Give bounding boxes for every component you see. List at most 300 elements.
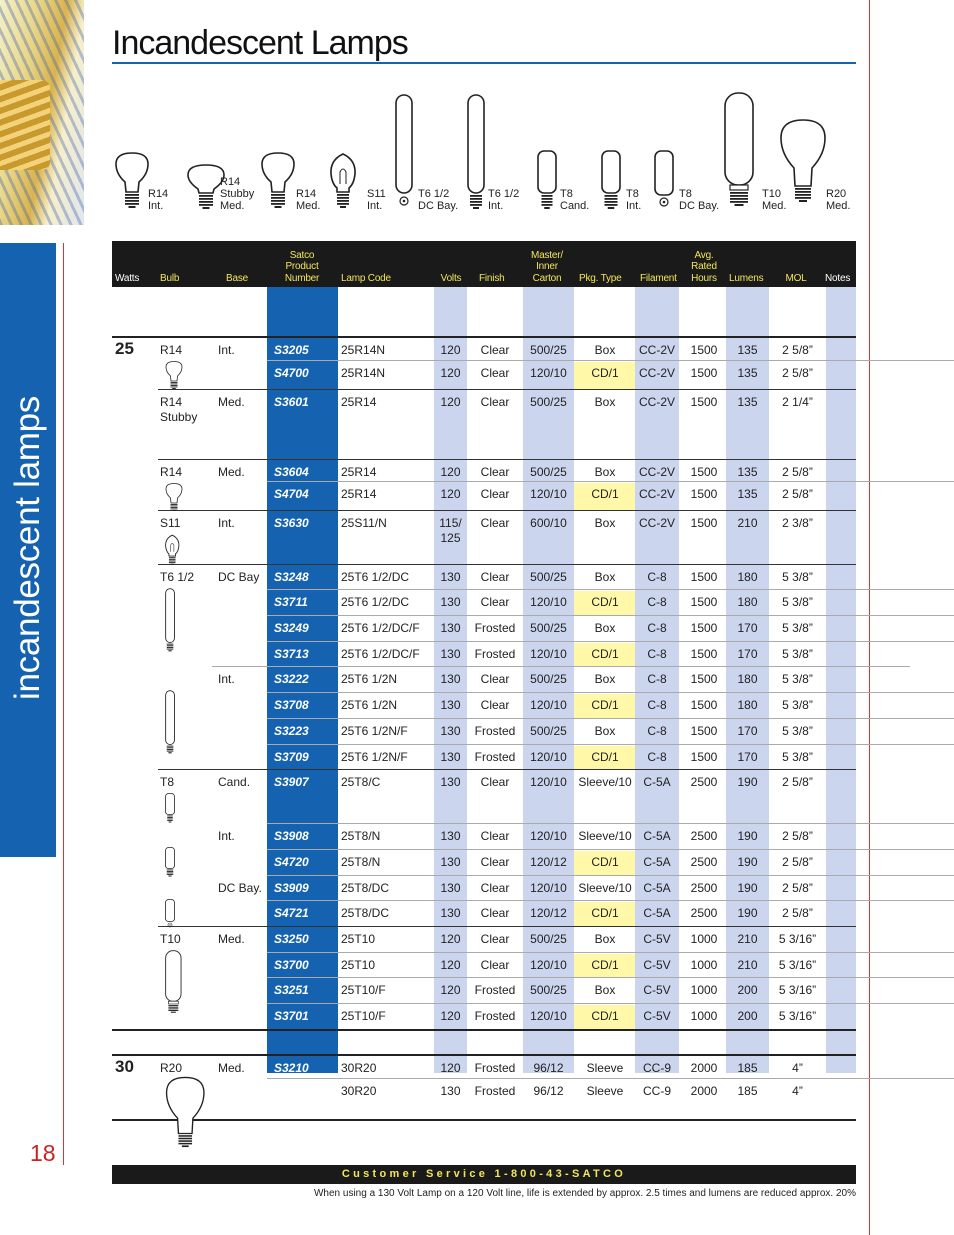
bulb-label-line: T8 — [679, 188, 692, 200]
cell-fil: CC-2V — [638, 516, 675, 530]
cell-bulb: T8 — [160, 775, 175, 789]
s11-bulb-icon — [164, 533, 181, 572]
row-rule — [267, 1078, 954, 1079]
group-rule — [112, 336, 856, 338]
cell-mol: 2 5/8” — [782, 881, 813, 895]
bulb-diagram-label — [220, 176, 254, 212]
header-text: Rated — [691, 261, 717, 272]
cell-mol: 5 3/8” — [782, 724, 813, 738]
bulb-label-line: T10 — [762, 188, 781, 200]
cell-hours: 1500 — [690, 395, 718, 409]
cell-finish: Clear — [480, 516, 510, 530]
header-finish — [479, 273, 504, 285]
cell-bulb: R14 — [160, 395, 183, 409]
cell-mol: 2 5/8” — [782, 906, 813, 920]
bulb-label-line: R14 — [148, 188, 169, 200]
cell-carton: 96/12 — [533, 1084, 564, 1098]
cell-mol: 5 3/8” — [782, 672, 813, 686]
cell-fil: CC-9 — [642, 1084, 671, 1098]
cell-finish: Frosted — [474, 647, 516, 661]
cell-code: 25S11/N — [341, 516, 387, 530]
cell-carton: 120/10 — [530, 595, 567, 609]
header-code — [341, 273, 391, 285]
cell-pkg: CD/1 — [591, 487, 619, 501]
row-rule — [267, 1003, 954, 1004]
cell-carton: 120/10 — [530, 958, 567, 972]
cell-fil: C-8 — [647, 724, 667, 738]
bulb-label-line: Med. — [826, 200, 851, 212]
cell-lumens: 135 — [737, 465, 758, 479]
cell-volts: 120 — [440, 932, 461, 946]
cell-mol: 2 1/4” — [782, 395, 813, 409]
bulb-diagram-label — [626, 188, 641, 212]
row-rule — [267, 744, 954, 745]
bulb-label-line: Med. — [220, 200, 245, 212]
cell-code: 25T10/F — [341, 983, 386, 997]
cell-bulb: T6 1/2 — [160, 570, 195, 584]
bulb-diagram-label — [418, 188, 458, 212]
cell-hours: 1500 — [690, 750, 718, 764]
cell-sku: S4720 — [274, 855, 309, 869]
header-bulb — [160, 273, 179, 285]
header-text: Watts — [115, 272, 140, 284]
cell-finish: Frosted — [474, 1009, 516, 1023]
bulb-diagram-label — [148, 188, 168, 212]
cell-lumens: 180 — [737, 698, 758, 712]
cell-fil: C-5A — [643, 906, 671, 920]
header-volts — [436, 273, 466, 285]
header-base — [226, 273, 248, 285]
header-hrs — [686, 250, 722, 285]
t10-bulb-icon — [164, 949, 183, 1021]
row-rule — [212, 666, 910, 667]
cell-code: 25R14N — [341, 343, 386, 357]
cell-finish: Clear — [480, 775, 510, 789]
cell-volts: 120 — [440, 983, 461, 997]
cell-pkg: Box — [594, 932, 616, 946]
header-text: Pkg. Type — [579, 272, 622, 284]
bulb-diagram-t6 — [465, 92, 540, 216]
footnote: When using a 130 Volt Lamp on a 120 Volt line, life is extended by approx. 2.5 times and lumens are reduced approx. 20% — [313, 1188, 856, 1199]
cell-sku: S3251 — [274, 983, 309, 997]
cell-finish: Clear — [480, 343, 510, 357]
cell-code: 25T10/F — [341, 1009, 386, 1023]
header-text: Finish — [479, 272, 505, 284]
cell-finish: Frosted — [474, 621, 516, 635]
header-text: Notes — [825, 272, 851, 284]
cell-hours: 1500 — [690, 487, 718, 501]
cell-mol: 5 3/8” — [782, 647, 813, 661]
cell-fil: CC-2V — [638, 395, 675, 409]
cell-hours: 1500 — [690, 672, 718, 686]
cell-hours: 2500 — [690, 829, 718, 843]
cell-bulb: R14 — [160, 465, 183, 479]
cell-carton: 120/10 — [530, 881, 567, 895]
bulb-label-line: R14 — [220, 176, 241, 188]
cell-mol: 5 3/8” — [782, 570, 813, 584]
bulb-label-line: S11 — [367, 188, 386, 200]
cell-finish: Frosted — [474, 983, 516, 997]
bulb-label-line: Med. — [762, 200, 787, 212]
header-sku — [267, 250, 337, 285]
cell-fil: C-8 — [647, 647, 667, 661]
cell-volts: 120 — [440, 1009, 461, 1023]
cell-hours: 2000 — [690, 1084, 718, 1098]
cell-code: 25R14 — [341, 465, 377, 479]
customer-service-bar: Customer Service 1-800-43-SATCO — [112, 1165, 856, 1184]
row-rule — [267, 900, 954, 901]
cell-sku: S3205 — [274, 343, 309, 357]
cell-fil: C-8 — [647, 621, 667, 635]
cell-sku: S3630 — [274, 516, 309, 530]
cell-pkg: CD/1 — [591, 698, 619, 712]
cell-sku: S3709 — [274, 750, 309, 764]
cell-fil: C-5V — [643, 958, 671, 972]
cell-sku: S4700 — [274, 366, 309, 380]
cell-code: 25T6 1/2/DC — [341, 595, 410, 609]
cell-finish: Clear — [480, 595, 510, 609]
cell-volts: 120 — [440, 1061, 461, 1075]
bulb-label-line: R20 — [826, 188, 847, 200]
cell-fil: C-5V — [643, 983, 671, 997]
cell-fil: C-8 — [647, 750, 667, 764]
cell-pkg: Box — [594, 672, 616, 686]
group-rule — [112, 1029, 856, 1031]
cell-fil: C-5A — [643, 775, 671, 789]
cell-volts: 130 — [440, 775, 461, 789]
header-text: Satco — [289, 249, 315, 261]
cell-volts: 120 — [440, 343, 461, 357]
cell-hours: 2500 — [690, 855, 718, 869]
row-rule — [158, 564, 856, 565]
bulb-label-line: Int. — [367, 200, 383, 212]
cell-finish: Frosted — [474, 1061, 516, 1075]
bulb-label-line: T8 — [560, 188, 573, 200]
cell-carton: 500/25 — [530, 983, 567, 997]
cell-volts: 130 — [440, 881, 461, 895]
row-rule — [267, 849, 954, 850]
cell-carton: 120/10 — [530, 750, 567, 764]
row-rule — [267, 641, 954, 642]
header-text: Product — [285, 261, 319, 272]
cell-carton: 120/10 — [530, 829, 567, 843]
cell-pkg: CD/1 — [591, 366, 619, 380]
cell-hours: 1500 — [690, 516, 718, 530]
t8dc-bulb-icon — [164, 898, 176, 935]
cell-code: 25T6 1/2N/F — [341, 724, 408, 738]
cell-volts: 130 — [440, 855, 461, 869]
bulb-label-line: T6 1/2 — [418, 188, 450, 200]
cell-base: Med. — [218, 395, 245, 409]
cell-carton: 500/25 — [530, 343, 567, 357]
cell-finish: Clear — [480, 698, 510, 712]
cell-hours: 1500 — [690, 698, 718, 712]
cell-pkg: Box — [594, 570, 616, 584]
cell-pkg: CD/1 — [591, 855, 619, 869]
cell-watts: 25 — [115, 339, 134, 358]
row-rule — [267, 589, 954, 590]
header-text: Base — [226, 272, 248, 284]
cell-bulb: R14 — [160, 343, 183, 357]
cell-volts: 130 — [440, 595, 461, 609]
cell-sku: S3907 — [274, 775, 309, 789]
cell-lumens: 185 — [737, 1061, 758, 1075]
cell-sku: S2810 — [274, 1084, 309, 1098]
bulb-label-line: DC Bay. — [679, 200, 720, 212]
cell-volts: 130 — [440, 698, 461, 712]
cell-fil: C-5V — [643, 932, 671, 946]
row-rule — [158, 459, 856, 460]
header-text: Bulb — [160, 272, 180, 284]
left-margin-rule — [63, 243, 64, 1165]
bulb-diagram-t8dc — [652, 92, 731, 216]
cell-base: Int. — [218, 829, 235, 843]
cell-pkg: CD/1 — [591, 750, 619, 764]
header-watts — [115, 273, 139, 285]
cell-sku: S3909 — [274, 881, 309, 895]
cell-volts: 130 — [440, 724, 461, 738]
cell-carton: 500/25 — [530, 621, 567, 635]
bulb-label-line: Med. — [296, 200, 321, 212]
bulb-label-line: Cand. — [560, 200, 590, 212]
cell-sku: S3601 — [274, 395, 309, 409]
notes-column-band — [826, 287, 856, 1073]
cell-pkg: Sleeve/10 — [578, 829, 632, 843]
header-pkg — [579, 273, 622, 285]
t8-bulb-icon — [164, 846, 176, 883]
cell-carton: 120/10 — [530, 1009, 567, 1023]
cell-hours: 1000 — [690, 1009, 718, 1023]
cell-hours: 1000 — [690, 983, 718, 997]
cell-finish: Clear — [480, 958, 510, 972]
bulb-label-line: R14 — [296, 188, 317, 200]
cell-volts: 130 — [440, 621, 461, 635]
cell-volts: 130 — [440, 647, 461, 661]
group-rule — [112, 1054, 856, 1056]
bulb-diagram-label — [367, 188, 386, 212]
cell-hours: 2000 — [690, 1061, 718, 1075]
cell-code: 25T10 — [341, 932, 376, 946]
header-text: Volts — [440, 272, 462, 284]
cell-code: 25T6 1/2/DC/F — [341, 647, 420, 661]
cell-hours: 2500 — [690, 775, 718, 789]
cell-finish: Frosted — [474, 724, 516, 738]
cell-code: 25T8/N — [341, 855, 381, 869]
bulb-diagram-label — [296, 188, 320, 212]
row-rule — [267, 692, 954, 693]
cell-base: Int. — [218, 343, 235, 357]
row-rule — [267, 823, 954, 824]
cell-mol: 5 3/16” — [778, 958, 817, 972]
cell-carton: 500/25 — [530, 932, 567, 946]
cell-carton: 600/10 — [530, 516, 567, 530]
page-title: Incandescent Lamps — [112, 24, 408, 62]
bulb-diagram-r20 — [778, 92, 878, 216]
cell-finish: Clear — [480, 881, 510, 895]
cell-pkg: Box — [594, 621, 616, 635]
header-text: Lamp Code — [341, 272, 391, 284]
cell-hours: 1000 — [690, 932, 718, 946]
cell-fil: CC-2V — [638, 343, 675, 357]
cell-sku: S3711 — [274, 595, 308, 609]
cell-volts: 120 — [440, 487, 461, 501]
cell-code: 25T6 1/2N — [341, 672, 398, 686]
cell-sku: S4721 — [274, 906, 309, 920]
cell-fil: C-8 — [647, 595, 667, 609]
row-rule — [267, 977, 954, 978]
cell-base: DC Bay. — [218, 881, 262, 895]
row-rule — [267, 952, 954, 953]
cell-mol: 4” — [792, 1061, 803, 1075]
cell-lumens: 200 — [737, 1009, 758, 1023]
cell-pkg: CD/1 — [591, 1009, 619, 1023]
cell-lumens: 180 — [737, 570, 758, 584]
cell-lumens: 190 — [737, 906, 758, 920]
cell-sku: S3210 — [274, 1061, 309, 1075]
bulb-diagram-label — [488, 188, 519, 212]
cell-carton: 120/10 — [530, 698, 567, 712]
cell-sku: S3713 — [274, 647, 309, 661]
cell-pkg: Box — [594, 395, 616, 409]
cell-mol: 2 3/8” — [782, 516, 813, 530]
row-rule — [158, 769, 856, 770]
cell-hours: 2500 — [690, 906, 718, 920]
bulb-diagram-label — [679, 188, 719, 212]
cell-carton: 500/25 — [530, 465, 567, 479]
bulb-label-line: DC Bay. — [418, 200, 459, 212]
page-number: 18 — [30, 1140, 56, 1166]
row-rule — [267, 718, 954, 719]
cell-lumens: 170 — [737, 647, 758, 661]
cell-lumens: 170 — [737, 621, 758, 635]
cell-fil: CC-2V — [638, 366, 675, 380]
cell-volts2: 125 — [440, 531, 461, 545]
cell-code: 25R14 — [341, 395, 377, 409]
cell-carton: 120/10 — [530, 487, 567, 501]
cell-code: 30R20 — [341, 1084, 377, 1098]
cell-mol: 5 3/8” — [782, 595, 813, 609]
cell-lumens: 180 — [737, 595, 758, 609]
cell-fil: C-8 — [647, 672, 667, 686]
cell-hours: 2500 — [690, 881, 718, 895]
cell-pkg: Sleeve — [586, 1084, 624, 1098]
cell-hours: 1500 — [690, 621, 718, 635]
row-rule — [267, 615, 954, 616]
cell-code: 25R14N — [341, 366, 386, 380]
header-notes — [825, 273, 850, 285]
cell-finish: Clear — [480, 570, 510, 584]
product-table — [112, 241, 856, 1098]
cell-lumens: 180 — [737, 672, 758, 686]
row-rule — [267, 360, 954, 361]
cell-carton: 500/25 — [530, 724, 567, 738]
cell-code: 25T8/C — [341, 775, 381, 789]
cell-hours: 1500 — [690, 343, 718, 357]
cell-fil: C-5A — [643, 855, 671, 869]
cell-bulb2: Stubby — [160, 410, 198, 424]
table-body — [112, 287, 856, 1098]
cell-mol: 2 5/8” — [782, 775, 813, 789]
cell-pkg: Box — [594, 516, 616, 530]
cell-lumens: 135 — [737, 395, 758, 409]
cell-mol: 2 5/8” — [782, 465, 813, 479]
cell-lumens: 190 — [737, 881, 758, 895]
cell-sku: S3908 — [274, 829, 309, 843]
r14-bulb-icon — [164, 360, 184, 396]
cell-code: 25T8/N — [341, 829, 381, 843]
lamp-photo — [0, 0, 84, 225]
cell-finish: Clear — [480, 672, 510, 686]
cell-lumens: 210 — [737, 958, 758, 972]
cell-volts: 130 — [440, 750, 461, 764]
bulb-diagram-label — [826, 188, 850, 212]
cell-lumens: 135 — [737, 366, 758, 380]
cell-mol: 2 5/8” — [782, 343, 813, 357]
cell-sku: S3249 — [274, 621, 309, 635]
cell-sku: S3223 — [274, 724, 309, 738]
row-rule — [267, 481, 954, 482]
cell-finish: Frosted — [474, 750, 516, 764]
cell-fil: C-8 — [647, 698, 667, 712]
cell-volts: 130 — [440, 906, 461, 920]
cell-fil: C-8 — [647, 570, 667, 584]
row-rule — [158, 926, 856, 927]
t6-bulb-icon — [164, 689, 176, 760]
cell-sku: S3700 — [274, 958, 309, 972]
cell-volts: 115/ — [439, 516, 462, 530]
cell-lumens: 170 — [737, 724, 758, 738]
cell-sku: S3604 — [274, 465, 309, 479]
cell-carton: 500/25 — [530, 395, 567, 409]
cell-hours: 1500 — [690, 366, 718, 380]
cell-bulb: S11 — [160, 516, 181, 530]
r20-bulb-icon — [164, 1074, 207, 1161]
cell-volts: 130 — [440, 570, 461, 584]
header-text: Number — [284, 272, 320, 284]
cell-mol: 4” — [792, 1084, 803, 1098]
cell-code: 30R20 — [341, 1061, 377, 1075]
cell-carton: 96/12 — [533, 1061, 564, 1075]
header-text: Lumens — [729, 272, 764, 284]
cell-finish: Clear — [480, 465, 510, 479]
cell-hours: 1500 — [690, 647, 718, 661]
header-text: Hours — [691, 272, 717, 284]
cell-pkg: Box — [594, 343, 616, 357]
cell-carton: 120/10 — [530, 366, 567, 380]
header-fil — [640, 273, 677, 285]
cell-mol: 5 3/16” — [778, 1009, 817, 1023]
header-text: Master/ — [531, 249, 563, 261]
bulb-label-line: Stubby — [220, 188, 255, 200]
bulb-label-line: T8 — [626, 188, 639, 200]
row-rule — [158, 510, 856, 511]
cell-pkg: Box — [594, 465, 616, 479]
cell-sku: S3708 — [274, 698, 309, 712]
cell-pkg: CD/1 — [591, 595, 619, 609]
cell-carton: 120/12 — [530, 855, 567, 869]
cell-base: Int. — [218, 516, 235, 530]
cell-finish: Clear — [480, 487, 510, 501]
cell-lumens: 185 — [737, 1084, 758, 1098]
row-rule — [267, 875, 954, 876]
cell-code: 25T6 1/2N/F — [341, 750, 408, 764]
cell-hours: 1500 — [690, 570, 718, 584]
cell-base: Med. — [218, 1061, 245, 1075]
cell-mol: 5 3/16” — [778, 983, 817, 997]
title-rule — [112, 62, 856, 64]
cell-pkg: CD/1 — [591, 906, 619, 920]
bulb-diagram-t6dc — [393, 92, 470, 216]
